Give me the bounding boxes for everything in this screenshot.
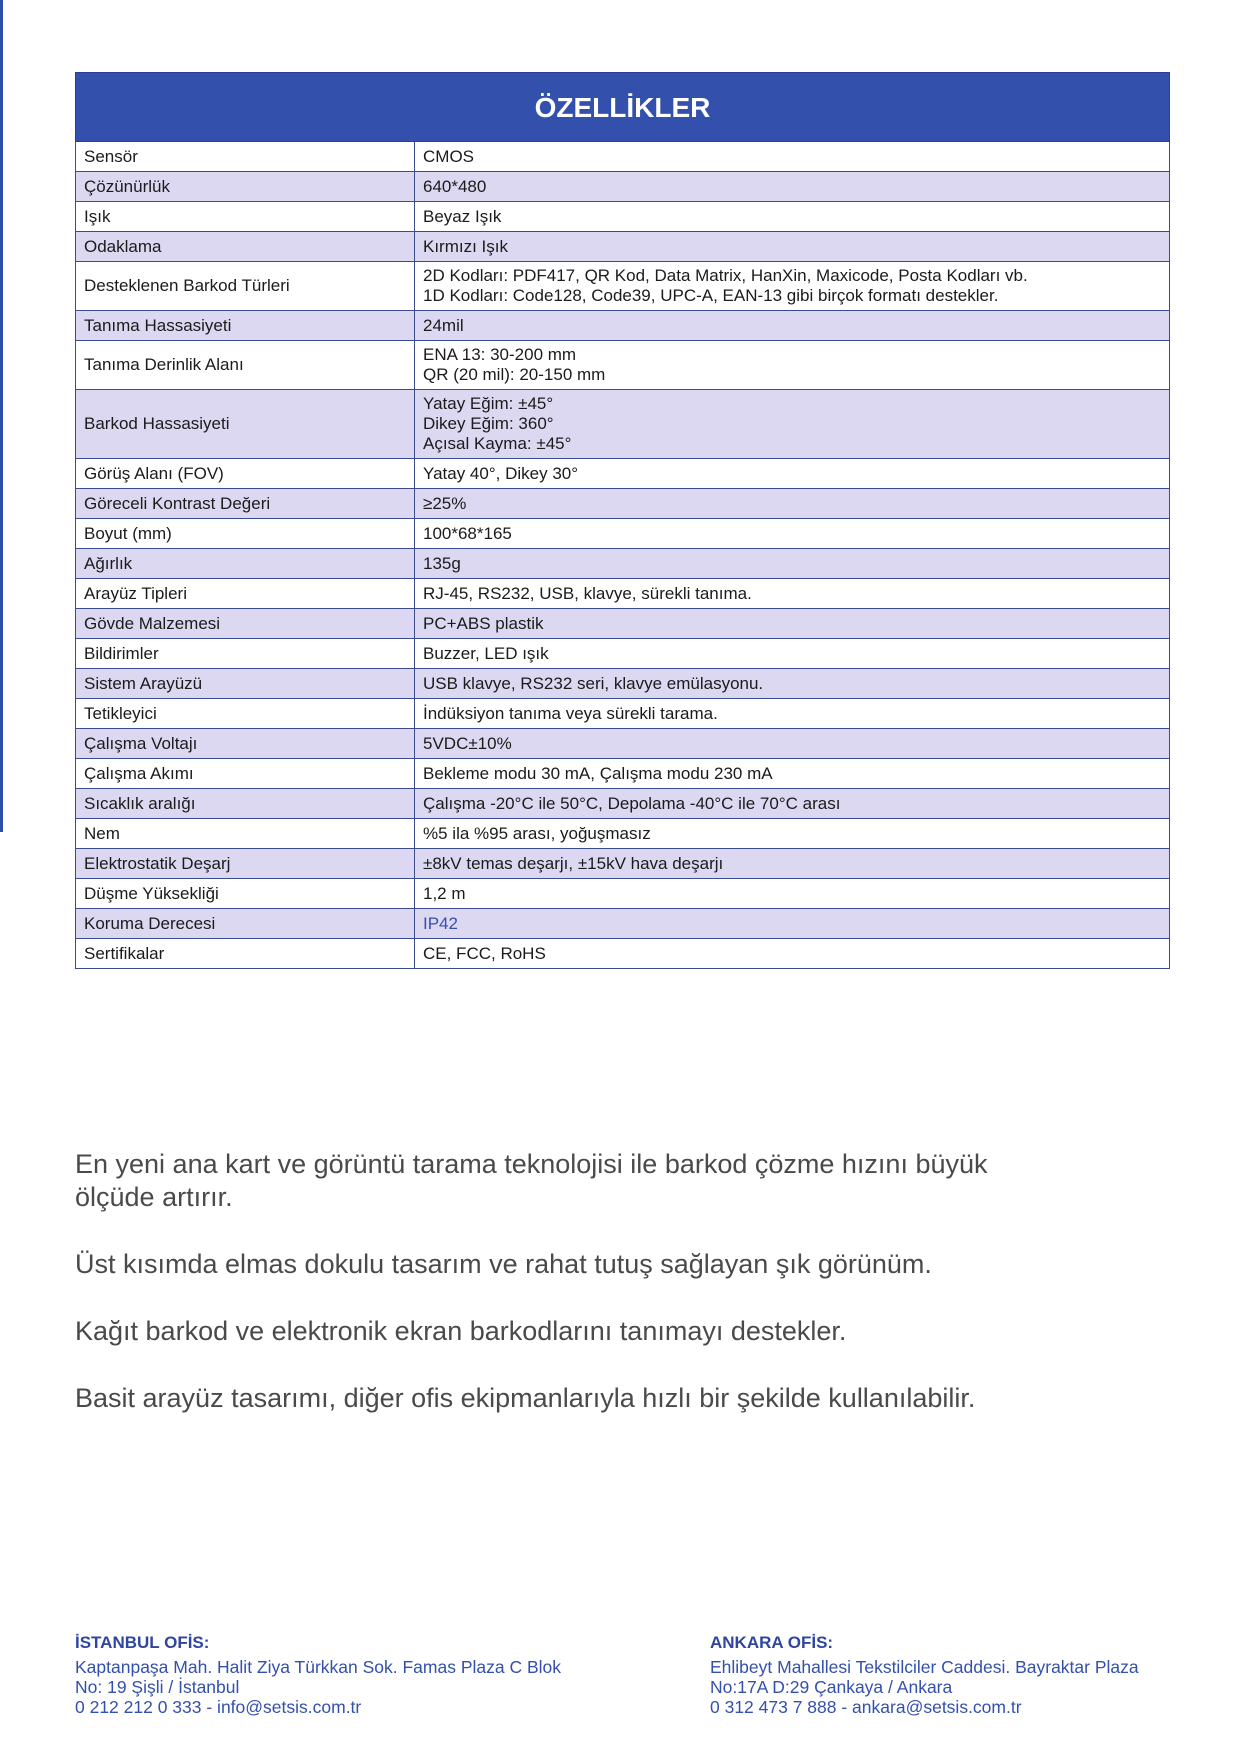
spec-label: Işık (76, 202, 415, 232)
spec-value (415, 879, 1170, 909)
istanbul-address-line: Kaptanpaşa Mah. Halit Ziya Türkkan Sok. Famas Plaza C Blok (75, 1657, 562, 1677)
spec-table-title: ÖZELLİKLER (76, 73, 1170, 142)
ankara-contact: 0 312 473 7 888 - ankara@setsis.com.tr (710, 1697, 1022, 1717)
spec-value-line: Kırmızı Işık (423, 236, 508, 256)
spec-value-line: Dikey Eğim: 360° (423, 414, 554, 433)
spec-label: Tetikleyici (76, 699, 415, 729)
spec-row (76, 849, 1170, 879)
spec-row (76, 311, 1170, 341)
spec-label: Çözünürlük (76, 172, 415, 202)
spec-value (415, 232, 1170, 262)
spec-row (76, 489, 1170, 519)
spec-label: Barkod Hassasiyeti (76, 390, 415, 459)
spec-row (76, 202, 1170, 232)
spec-row (76, 819, 1170, 849)
left-accent-bar (0, 0, 3, 832)
spec-value-line: 24mil (423, 315, 464, 335)
spec-row (76, 729, 1170, 759)
spec-value (415, 172, 1170, 202)
spec-row (76, 142, 1170, 172)
description (75, 1148, 1055, 1449)
spec-row (76, 549, 1170, 579)
spec-label: Koruma Derecesi (76, 909, 415, 939)
spec-label: Tanıma Hassasiyeti (76, 311, 415, 341)
spec-value (415, 909, 1170, 939)
spec-value (415, 579, 1170, 609)
spec-value-line: 1D Kodları: Code128, Code39, UPC-A, EAN-13 gibi birçok formatı destekler. (423, 286, 999, 305)
spec-value-line: Yatay Eğim: ±45° (423, 394, 554, 413)
spec-value (415, 519, 1170, 549)
spec-label: Sertifikalar (76, 939, 415, 969)
spec-value (415, 939, 1170, 969)
spec-row (76, 232, 1170, 262)
spec-label: Ağırlık (76, 549, 415, 579)
spec-label: Göreceli Kontrast Değeri (76, 489, 415, 519)
spec-value-line: 5VDC±10% (423, 733, 512, 753)
description-paragraph: Kağıt barkod ve elektronik ekran barkodlarını tanımayı destekler. (75, 1316, 847, 1346)
spec-value (415, 390, 1170, 459)
spec-label: Elektrostatik Deşarj (76, 849, 415, 879)
spec-label: Tanıma Derinlik Alanı (76, 341, 415, 390)
spec-value-line: 640*480 (423, 176, 487, 196)
spec-value-line: CMOS (423, 146, 474, 166)
spec-value-line: QR (20 mil): 20-150 mm (423, 365, 606, 384)
spec-value-line: PC+ABS plastik (423, 613, 544, 633)
spec-value-line: RJ-45, RS232, USB, klavye, sürekli tanıma. (423, 583, 752, 603)
spec-label: Bildirimler (76, 639, 415, 669)
spec-row (76, 579, 1170, 609)
ankara-office (710, 1633, 1139, 1717)
spec-label: Görüş Alanı (FOV) (76, 459, 415, 489)
spec-value-line: Açısal Kayma: ±45° (423, 434, 572, 453)
spec-value-line: Çalışma -20°C ile 50°C, Depolama -40°C ile 70°C arası (423, 793, 841, 813)
spec-row (76, 459, 1170, 489)
spec-value (415, 341, 1170, 390)
spec-label: Arayüz Tipleri (76, 579, 415, 609)
spec-value (415, 759, 1170, 789)
spec-label: Çalışma Akımı (76, 759, 415, 789)
spec-label: Çalışma Voltajı (76, 729, 415, 759)
spec-label: Boyut (mm) (76, 519, 415, 549)
spec-value (415, 262, 1170, 311)
spec-value-line: CE, FCC, RoHS (423, 943, 546, 963)
istanbul-office-title: İSTANBUL OFİS: (75, 1633, 210, 1652)
spec-value-line: 135g (423, 553, 461, 573)
spec-table-body (76, 142, 1170, 969)
spec-label: Düşme Yüksekliği (76, 879, 415, 909)
spec-value-line: USB klavye, RS232 seri, klavye emülasyonu. (423, 673, 764, 693)
spec-value (415, 639, 1170, 669)
spec-value (415, 849, 1170, 879)
spec-value (415, 489, 1170, 519)
spec-value-line: ±8kV temas deşarjı, ±15kV hava deşarjı (423, 853, 724, 873)
spec-value (415, 549, 1170, 579)
spec-value-line: İndüksiyon tanıma veya sürekli tarama. (423, 703, 718, 723)
istanbul-contact: 0 212 212 0 333 - info@setsis.com.tr (75, 1697, 362, 1717)
spec-value (415, 789, 1170, 819)
spec-value-line: IP42 (423, 913, 458, 933)
spec-value-line: ≥25% (423, 493, 467, 513)
description-paragraph: Üst kısımda elmas dokulu tasarım ve rahat tutuş sağlayan şık görünüm. (75, 1249, 932, 1279)
spec-value-line: Beyaz Işık (423, 206, 502, 226)
spec-row (76, 759, 1170, 789)
spec-label: Sistem Arayüzü (76, 669, 415, 699)
spec-label: Gövde Malzemesi (76, 609, 415, 639)
description-paragraph: Basit arayüz tasarımı, diğer ofis ekipmanlarıyla hızlı bir şekilde kullanılabilir. (75, 1383, 976, 1413)
spec-label: Odaklama (76, 232, 415, 262)
spec-row (76, 519, 1170, 549)
spec-value-line: %5 ila %95 arası, yoğuşmasız (423, 823, 651, 843)
spec-value (415, 609, 1170, 639)
spec-label: Desteklenen Barkod Türleri (76, 262, 415, 311)
spec-table (75, 72, 1170, 969)
spec-value-line: 100*68*165 (423, 523, 512, 543)
spec-row (76, 789, 1170, 819)
istanbul-office (75, 1633, 561, 1717)
spec-value-line: Bekleme modu 30 mA, Çalışma modu 230 mA (423, 763, 773, 783)
spec-row (76, 909, 1170, 939)
spec-label: Sensör (76, 142, 415, 172)
spec-value (415, 819, 1170, 849)
description-paragraph: En yeni ana kart ve görüntü tarama teknolojisi ile barkod çözme hızını büyük ölçüde artırır. (75, 1149, 988, 1212)
spec-value (415, 699, 1170, 729)
spec-row (76, 639, 1170, 669)
ankara-office-title: ANKARA OFİS: (710, 1633, 834, 1652)
spec-value-line: 2D Kodları: PDF417, QR Kod, Data Matrix, HanXin, Maxicode, Posta Kodları vb. (423, 266, 1028, 285)
spec-value-line: Yatay 40°, Dikey 30° (423, 463, 579, 483)
spec-value (415, 459, 1170, 489)
ankara-address-line: Ehlibeyt Mahallesi Tekstilciler Caddesi. Bayraktar Plaza (710, 1657, 1139, 1677)
spec-label: Sıcaklık aralığı (76, 789, 415, 819)
istanbul-address-line: No: 19 Şişli / İstanbul (75, 1677, 240, 1697)
ankara-address-line: No:17A D:29 Çankaya / Ankara (710, 1677, 953, 1697)
spec-label: Nem (76, 819, 415, 849)
spec-value (415, 202, 1170, 232)
spec-row (76, 341, 1170, 390)
spec-value (415, 729, 1170, 759)
spec-value (415, 142, 1170, 172)
spec-row (76, 172, 1170, 202)
spec-value (415, 311, 1170, 341)
spec-row (76, 879, 1170, 909)
spec-value-line: Buzzer, LED ışık (423, 643, 549, 663)
spec-row (76, 939, 1170, 969)
spec-value-line: 1,2 m (423, 883, 466, 903)
spec-row (76, 669, 1170, 699)
spec-row (76, 390, 1170, 459)
spec-value (415, 669, 1170, 699)
spec-row (76, 609, 1170, 639)
spec-value-line: ENA 13: 30-200 mm (423, 345, 577, 364)
spec-row (76, 699, 1170, 729)
spec-row (76, 262, 1170, 311)
